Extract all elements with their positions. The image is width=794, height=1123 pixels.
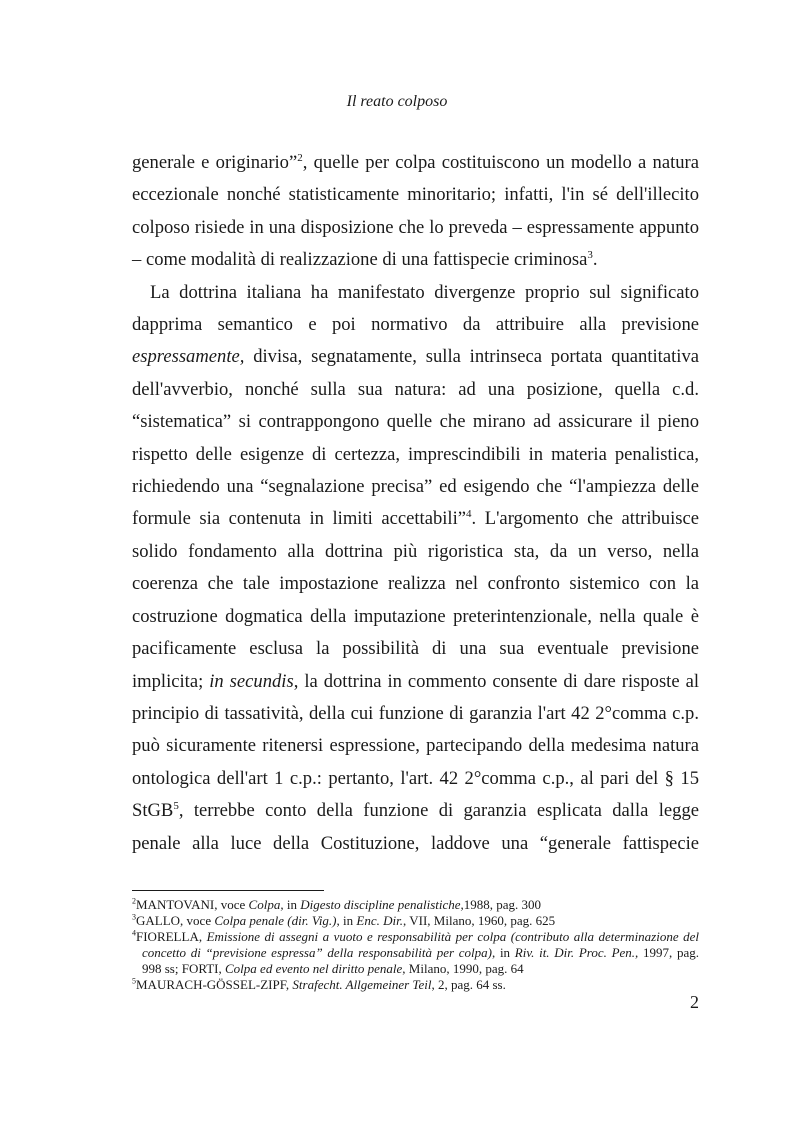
text-line: formule sia contenuta in limiti accettabili”$^4$. L'argomento che attribuisce <box>132 508 699 530</box>
footnote-ref[interactable]: 5 <box>173 799 179 812</box>
text-line: richiedendo una “segnalazione precisa” ed esigendo che “l'ampiezza delle <box>132 476 699 498</box>
page-number: 2 <box>690 992 699 1012</box>
text-line: – come modalità di realizzazione di una fattispecie criminosa$^3$. <box>132 249 598 271</box>
text-line: dapprima semantico e poi normativo da attribuire alla previsione <box>132 314 699 336</box>
text-line: colposo risiede in una disposizione che lo preveda – espressamente appunto <box>132 216 699 238</box>
text-line: penale alla luce della Costituzione, laddove una “generale fattispecie <box>132 832 699 854</box>
text-line: eccezionale nonché statisticamente minoritario; infatti, l'in sé dell'illecito <box>132 184 699 206</box>
text-line: dell'avverbio, nonché sulla sua natura: ad una posizione, quella c.d. <box>132 378 699 400</box>
footnote-2: $^2$MANTOVANI, voce Colpa, in Digesto discipline penalistiche,1988, pag. 300 <box>132 896 542 912</box>
footnote-5: $^5$MAURACH-GÖSSEL-ZIPF, Strafecht. Allgemeiner Teil, 2, pag. 64 ss. <box>132 976 506 992</box>
text-line: solido fondamento alla dottrina più rigoristica sta, da un verso, nella <box>132 540 699 562</box>
text-line: principio di tassatività, della cui funzione di garanzia l'art 42 2°comma c.p. <box>132 702 699 724</box>
text-line: StGB$^5$, terrebbe conto della funzione di garanzia esplicata dalla legge <box>132 799 699 822</box>
text-line: espressamente, divisa, segnatamente, sulla intrinseca portata quantitativa <box>132 346 699 368</box>
text-line: generale e originario”$^2$, quelle per colpa costituiscono un modello a natura <box>132 151 699 173</box>
text-line: può sicuramente ritenersi espressione, partecipando della medesima natura <box>132 735 699 757</box>
footnote-ref[interactable]: 2 <box>297 151 303 164</box>
body-text <box>132 147 699 860</box>
footnotes <box>132 897 699 993</box>
text-line: rispetto delle esigenze di certezza, imprescindibili in materia penalistica, <box>132 443 699 465</box>
text-line: “sistematica” si contrappongono quelle che mirano ad assicurare il pieno <box>132 411 699 433</box>
running-header: Il reato colposo <box>346 93 448 110</box>
text-line: La dottrina italiana ha manifestato divergenze proprio sul significato <box>150 281 699 303</box>
text-line: coerenza che tale impostazione realizza nel confronto sistemico con la <box>132 573 699 595</box>
text-line: pacificamente esclusa la possibilità di una sua eventuale previsione <box>132 638 699 660</box>
text-line: costruzione dogmatica della imputazione preterintenzionale, nella quale è <box>132 605 699 627</box>
footnote-ref[interactable]: 4 <box>466 508 472 521</box>
text-line: implicita; in secundis, la dottrina in commento consente di dare risposte al <box>132 670 699 692</box>
text-line: ontologica dell'art 1 c.p.: pertanto, l'art. 42 2°comma c.p., al pari del § 15 <box>132 767 699 789</box>
footnote-3: $^3$GALLO, voce Colpa penale (dir. Vig.), in Enc. Dir., VII, Milano, 1960, pag. 625 <box>132 912 556 928</box>
footnote-4: $^4$FIORELLA, Emissione di assegni a vuoto e responsabilità per colpa (contributo alla determinazione del concetto di “previsione espressa” della responsabilità per colpa), in Riv. it. Dir. Proc. Pen., 1997, pag. 998 ss; FORTI, Colpa ed evento nel diritto penale, Milano, 1990, pag. 64 <box>132 928 699 976</box>
footnote-ref[interactable]: 3 <box>587 249 593 262</box>
footnote-separator <box>132 890 324 891</box>
